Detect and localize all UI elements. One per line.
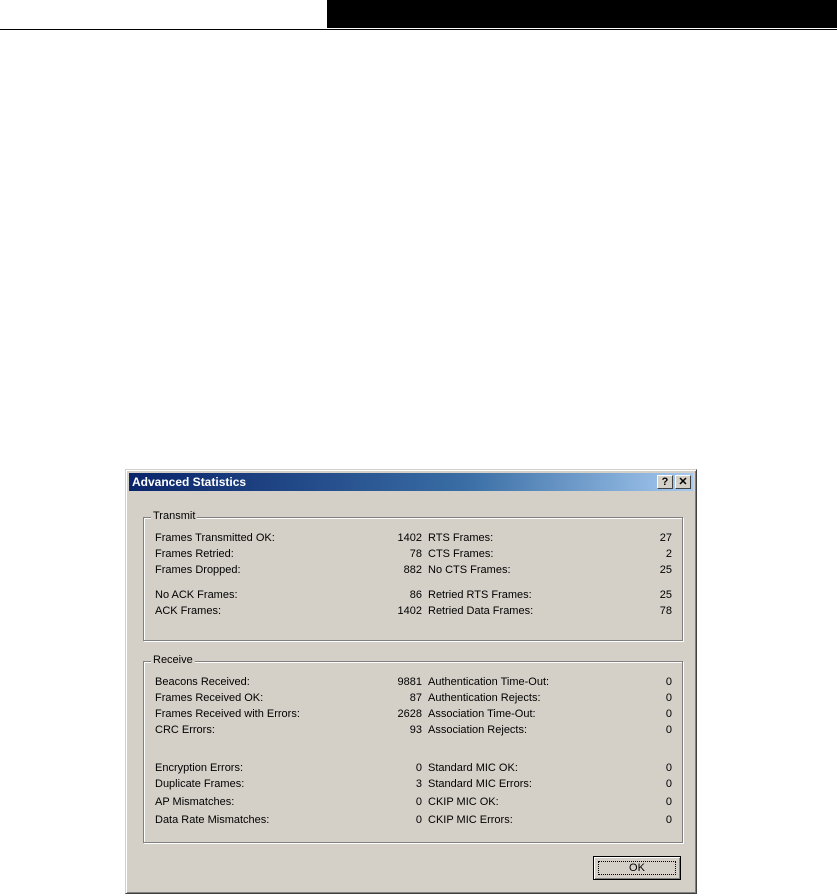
receive-label: Beacons Received: [155, 676, 250, 688]
receive-label: CKIP MIC OK: [428, 796, 499, 808]
receive-value: 0 [665, 778, 672, 790]
receive-value: 0 [665, 708, 672, 720]
advanced-statistics-dialog [125, 469, 697, 894]
help-icon: ? [661, 475, 669, 488]
receive-label: Frames Received with Errors: [155, 708, 300, 720]
ok-button-label: OK [629, 862, 645, 874]
receive-value: 0 [665, 724, 672, 736]
transmit-value: 78 [659, 605, 672, 617]
ok-button[interactable] [593, 856, 681, 880]
transmit-label: Frames Retried: [155, 548, 234, 560]
receive-label: CKIP MIC Errors: [428, 814, 513, 826]
document-header-rule [0, 29, 837, 30]
receive-value: 2628 [397, 708, 422, 720]
close-button[interactable] [675, 475, 691, 489]
transmit-value: 25 [659, 564, 672, 576]
receive-label: Association Rejects: [428, 724, 528, 736]
dialog-title: Advanced Statistics [132, 475, 247, 489]
close-icon: ✕ [678, 475, 688, 488]
receive-label: Authentication Rejects: [428, 692, 541, 704]
transmit-value: 2 [665, 548, 672, 560]
receive-legend: Receive [153, 654, 193, 666]
receive-label: Association Time-Out: [428, 708, 536, 720]
receive-label: Standard MIC OK: [428, 762, 518, 774]
transmit-label: No CTS Frames: [428, 564, 511, 576]
receive-value: 93 [409, 724, 422, 736]
receive-value: 0 [665, 762, 672, 774]
receive-value: 0 [665, 814, 672, 826]
receive-value: 0 [415, 796, 422, 808]
receive-value: 3 [415, 778, 422, 790]
help-button[interactable] [657, 475, 673, 489]
receive-value: 87 [409, 692, 422, 704]
transmit-label: Frames Transmitted OK: [155, 532, 275, 544]
receive-value: 0 [415, 814, 422, 826]
transmit-value: 25 [659, 589, 672, 601]
receive-value: 0 [665, 692, 672, 704]
transmit-value: 1402 [397, 605, 422, 617]
transmit-label: RTS Frames: [428, 532, 494, 544]
receive-label: Encryption Errors: [155, 762, 244, 774]
transmit-value: 27 [659, 532, 672, 544]
receive-group [143, 654, 683, 843]
receive-label: CRC Errors: [155, 724, 215, 736]
transmit-label: Frames Dropped: [155, 564, 241, 576]
transmit-value: 78 [409, 548, 422, 560]
transmit-value: 1402 [397, 532, 422, 544]
receive-label: AP Mismatches: [155, 796, 235, 808]
transmit-label: ACK Frames: [155, 605, 222, 617]
transmit-label: No ACK Frames: [155, 589, 238, 601]
transmit-value: 86 [409, 589, 422, 601]
transmit-legend: Transmit [153, 510, 196, 522]
receive-label: Frames Received OK: [155, 692, 264, 704]
receive-label: Authentication Time-Out: [428, 676, 550, 688]
receive-value: 0 [415, 762, 422, 774]
receive-value: 9881 [397, 676, 422, 688]
receive-value: 0 [665, 796, 672, 808]
transmit-value: 882 [403, 564, 422, 576]
receive-label: Duplicate Frames: [155, 778, 245, 790]
receive-label: Data Rate Mismatches: [155, 814, 270, 826]
title-bar[interactable] [129, 473, 693, 491]
receive-label: Standard MIC Errors: [428, 778, 532, 790]
transmit-label: CTS Frames: [428, 548, 494, 560]
receive-value: 0 [665, 676, 672, 688]
transmit-label: Retried RTS Frames: [428, 589, 532, 601]
document-header-bar [327, 0, 837, 28]
transmit-group [143, 510, 683, 641]
transmit-label: Retried Data Frames: [428, 605, 534, 617]
